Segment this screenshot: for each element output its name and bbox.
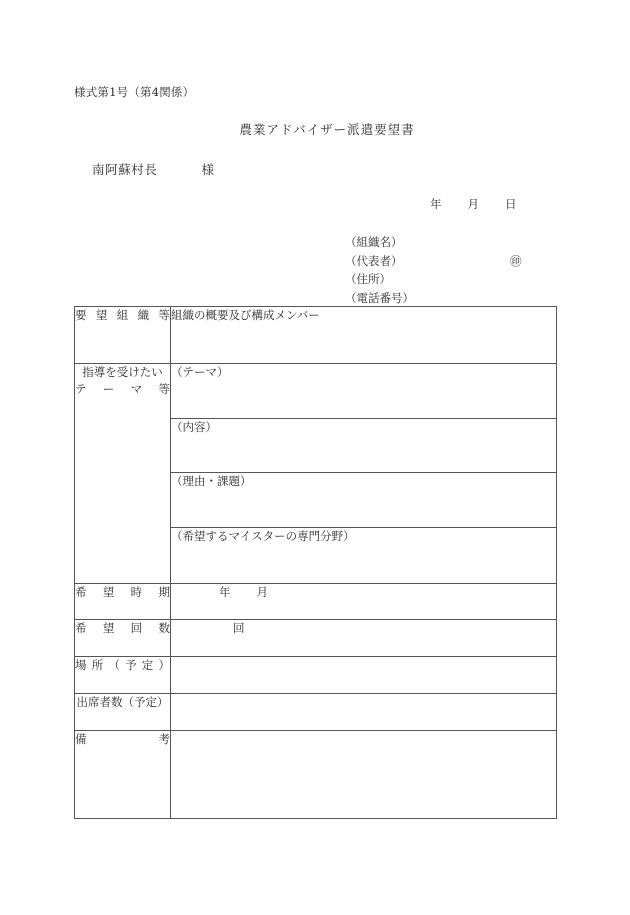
cell-desired-period[interactable] [171, 584, 557, 620]
table-row [75, 364, 557, 419]
org-name-label: （組織名） [345, 235, 403, 249]
row-label-desired-count: 希望回数 [75, 620, 171, 657]
row-label-attendees: 出席者数（予定） [75, 694, 171, 731]
cell-attendees[interactable] [171, 694, 557, 731]
form-number: 様式第1号（第4関係） [74, 85, 195, 99]
cell-desired-count[interactable] [171, 620, 557, 657]
phone-row [345, 289, 414, 308]
table-row [75, 307, 557, 364]
date-month-label: 月 [467, 197, 479, 211]
table-row [75, 694, 557, 731]
date-day-label: 日 [505, 197, 517, 211]
table-row [75, 620, 557, 657]
request-form-table [74, 306, 557, 819]
row-label-place: 場所（予定） [75, 657, 171, 694]
seal-icon: ㊞ [510, 253, 522, 268]
cell-org-overview[interactable]: 組織の概要及び構成メンバー [171, 307, 557, 364]
cell-place[interactable] [171, 657, 557, 694]
org-name-row [345, 233, 414, 252]
date-line [430, 196, 517, 212]
addressee-name: 南阿蘇村長 [92, 162, 158, 177]
date-year-label: 年 [430, 197, 442, 211]
table-row [75, 657, 557, 694]
row-label-guidance-theme: 指導を受けたい テーマ等 [75, 364, 171, 584]
table-row [75, 584, 557, 620]
table-row [75, 731, 557, 819]
cell-reason-issue[interactable]: （理由・課題） [171, 473, 557, 528]
count-unit-label: 回 [233, 621, 245, 635]
row-label-desired-period: 希望時期 [75, 584, 171, 620]
period-month-label: 月 [256, 585, 268, 599]
phone-label: （電話番号） [345, 290, 414, 305]
cell-detail[interactable]: （内容） [171, 419, 557, 473]
cell-theme[interactable]: （テーマ） [171, 364, 557, 419]
row-label-requesting-org: 要望組織等 [75, 307, 171, 364]
addressee-honorific: 様 [201, 162, 215, 177]
cell-remarks[interactable] [171, 731, 557, 819]
period-year-label: 年 [219, 585, 231, 599]
page-title: 農業アドバイザー派遣要望書 [239, 122, 415, 137]
address-row [345, 270, 414, 289]
address-label: （住所） [345, 272, 391, 286]
organization-block [345, 233, 522, 307]
representative-row [345, 252, 522, 271]
representative-label: （代表者） [345, 253, 403, 268]
addressee-line [92, 160, 215, 178]
cell-meister-field[interactable]: （希望するマイスターの専門分野） [171, 528, 557, 584]
row-label-remarks: 備考 [75, 731, 171, 819]
